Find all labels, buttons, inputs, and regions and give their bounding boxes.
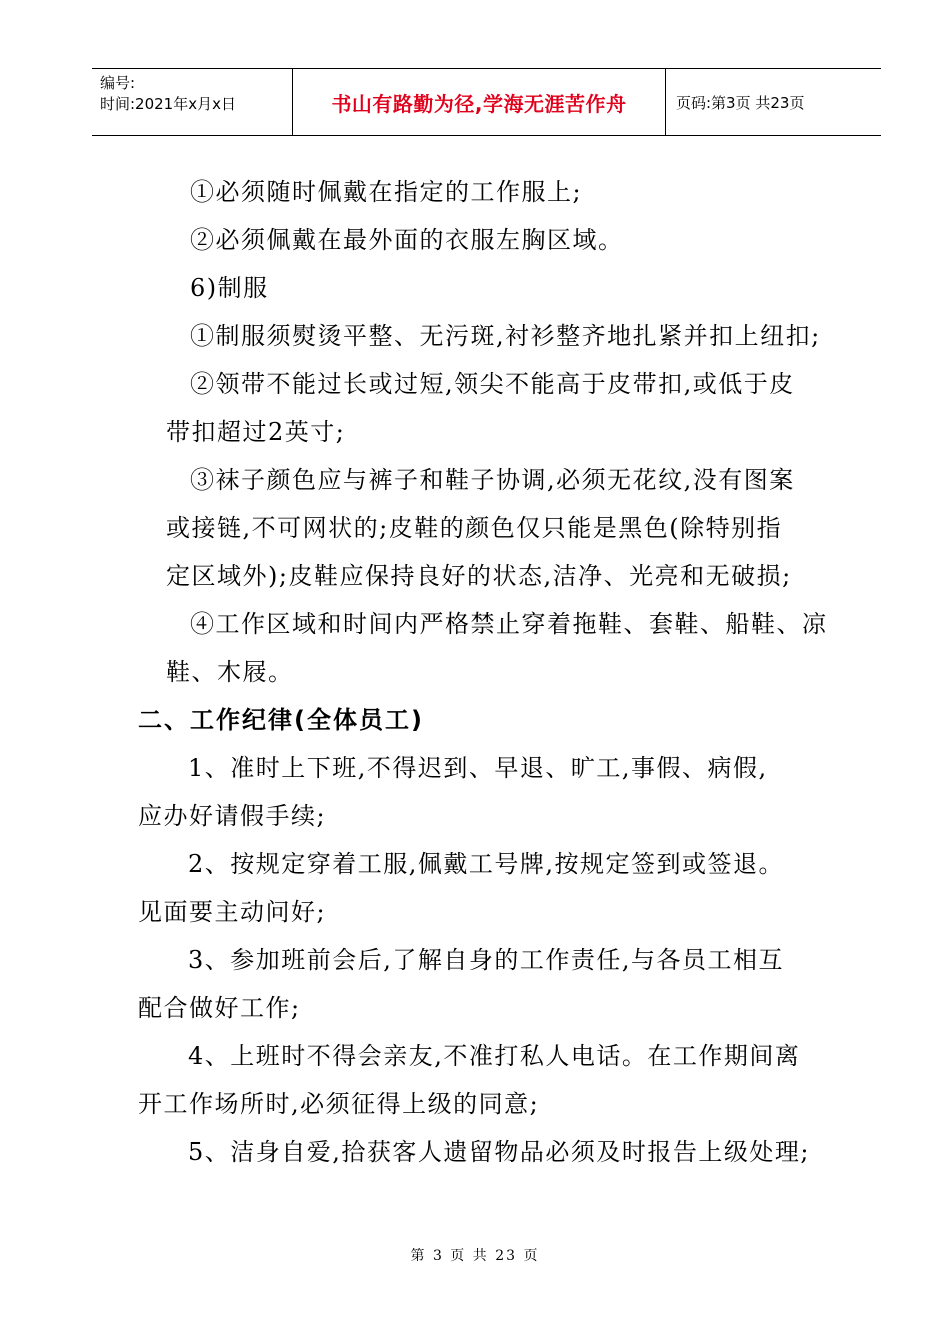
body-line: 5、洁身自爱,拾获客人遗留物品必须及时报告上级处理; <box>188 1138 810 1166</box>
body-line: 见面要主动问好; <box>138 898 327 926</box>
body-line: 4、上班时不得会亲友,不准打私人电话。在工作期间离 <box>188 1042 801 1070</box>
body-line: ①必须随时佩戴在指定的工作服上; <box>190 178 583 206</box>
section-heading: 二、工作纪律(全体员工) <box>138 706 424 734</box>
time-label: 时间:2021年x月x日 <box>100 95 236 113</box>
body-line: 或接链,不可网状的;皮鞋的颜色仅只能是黑色(除特别指 <box>166 514 783 542</box>
body-line: 定区域外);皮鞋应保持良好的状态,洁净、光亮和无破损; <box>166 562 792 590</box>
page-header <box>92 68 881 136</box>
body-line: 鞋、木屐。 <box>166 658 294 686</box>
body-line: ③袜子颜色应与裤子和鞋子协调,必须无花纹,没有图案 <box>190 466 795 494</box>
body-line: 2、按规定穿着工服,佩戴工号牌,按规定签到或签退。 <box>188 850 785 878</box>
body-line: 1、准时上下班,不得迟到、早退、旷工,事假、病假, <box>188 754 768 782</box>
body-line: 应办好请假手续; <box>138 802 327 830</box>
header-motto: 书山有路勤为径,学海无涯苦作舟 <box>293 69 666 135</box>
body-line: ②领带不能过长或过短,领尖不能高于皮带扣,或低于皮 <box>190 370 795 398</box>
body-line: ①制服须熨烫平整、无污斑,衬衫整齐地扎紧并扣上纽扣; <box>190 322 821 350</box>
body-line: ④工作区域和时间内严格禁止穿着拖鞋、套鞋、船鞋、凉 <box>190 610 828 638</box>
body-line: 带扣超过2英寸; <box>166 418 346 446</box>
serial-label: 编号: <box>100 74 136 92</box>
header-meta <box>92 69 293 135</box>
body-line: ②必须佩戴在最外面的衣服左胸区域。 <box>190 226 624 254</box>
body-line: 3、参加班前会后,了解自身的工作责任,与各员工相互 <box>188 946 785 974</box>
body-line: 开工作场所时,必须征得上级的同意; <box>138 1090 540 1118</box>
header-page-info: 页码:第3页 共23页 <box>676 93 805 112</box>
body-line: 6)制服 <box>190 274 269 302</box>
body-line: 配合做好工作; <box>138 994 301 1022</box>
page-footer: 第 3 页 共 23 页 <box>410 1248 540 1264</box>
